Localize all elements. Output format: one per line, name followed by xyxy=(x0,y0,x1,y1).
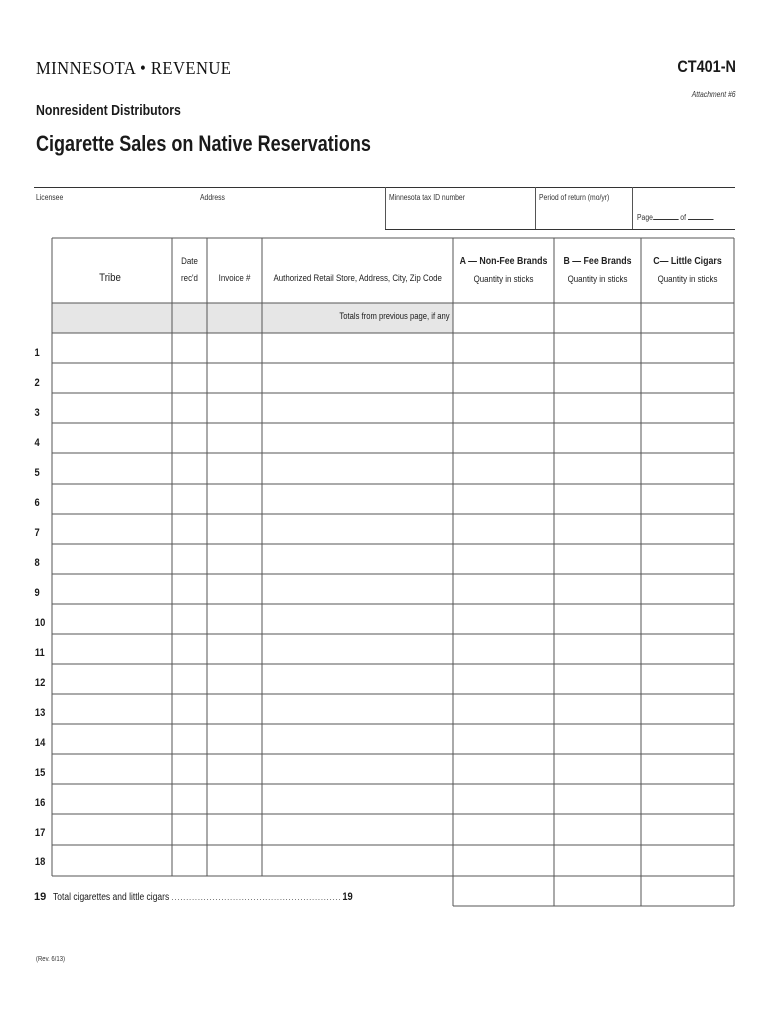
licensee-field[interactable]: Licensee xyxy=(36,193,64,202)
row-number: 17 xyxy=(34,827,46,839)
row-number: 4 xyxy=(34,437,40,449)
row-number: 10 xyxy=(34,617,46,629)
form-number: CT401-N xyxy=(677,57,736,76)
total-line xyxy=(34,891,406,903)
row-number: 11 xyxy=(34,647,45,659)
row-number: 8 xyxy=(34,557,40,569)
col-b-title: B — Fee Brands xyxy=(563,256,632,267)
col-a-sub: Quantity in sticks xyxy=(473,274,534,284)
period-field[interactable]: Period of return (mo/yr) xyxy=(539,193,610,202)
col-c-sub: Quantity in sticks xyxy=(657,274,718,284)
row-number: 14 xyxy=(34,737,46,749)
col-c-title: C— Little Cigars xyxy=(653,256,722,267)
col-b-sub: Quantity in sticks xyxy=(567,274,628,284)
total-label: Total cigarettes and little cigars xyxy=(53,892,170,903)
col-date-line1: Date xyxy=(181,256,198,266)
col-a-title: A — Non-Fee Brands xyxy=(459,256,548,267)
row-number: 15 xyxy=(34,767,46,779)
total-line-number: 19 xyxy=(34,891,47,903)
row-number: 9 xyxy=(34,587,40,599)
col-date-line2: rec'd xyxy=(181,273,198,283)
row-number: 7 xyxy=(34,527,40,539)
tax-id-field[interactable]: Minnesota tax ID number xyxy=(389,193,465,202)
col-invoice: Invoice # xyxy=(218,273,251,283)
totals-previous-label: Totals from previous page, if any xyxy=(339,311,450,321)
row-number: 3 xyxy=(34,407,40,419)
agency-logo: MINNESOTA • REVENUE xyxy=(36,58,232,78)
row-number: 5 xyxy=(34,467,40,479)
col-tribe: Tribe xyxy=(99,272,121,284)
page-subtitle: Nonresident Distributors xyxy=(36,102,181,119)
attachment-label: Attachment #6 xyxy=(692,90,736,99)
row-number: 1 xyxy=(34,347,40,359)
revision-label: (Rev. 6/13) xyxy=(36,956,65,963)
row-number: 12 xyxy=(34,677,46,689)
of-label: of xyxy=(680,213,686,222)
page-label: Page xyxy=(637,213,653,222)
row-number: 16 xyxy=(34,797,46,809)
row-number: 18 xyxy=(34,856,46,868)
row-number: 13 xyxy=(34,707,46,719)
total-line-number-end: 19 xyxy=(342,891,353,903)
leader-dots: . . . . . . . . . . . . . . . . . . . . . . . . . . . . . . . . . . . . . . . . . . . . . . . . . . . . . . . . . . xyxy=(171,893,341,902)
page-title: Cigarette Sales on Native Reservations xyxy=(36,131,371,156)
col-store: Authorized Retail Store, Address, City, Zip Code xyxy=(273,273,442,283)
row-number: 6 xyxy=(34,497,40,509)
address-field[interactable]: Address xyxy=(200,193,225,202)
row-number: 2 xyxy=(34,377,40,389)
